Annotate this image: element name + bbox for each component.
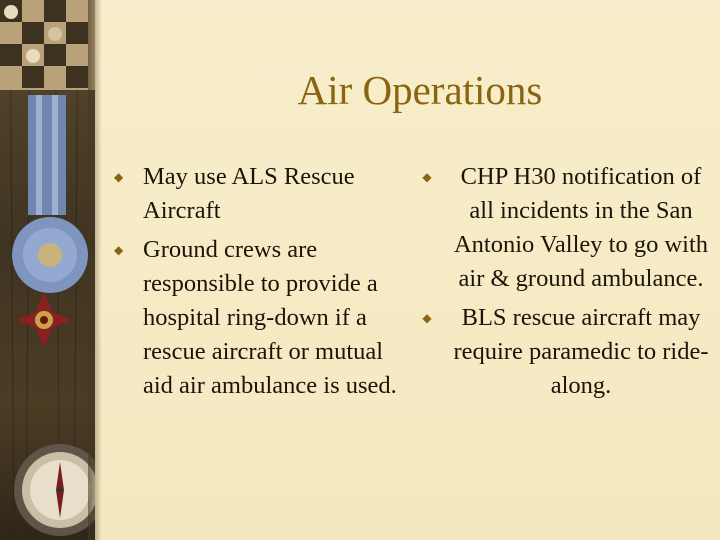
diamond-bullet-icon: ◆ bbox=[114, 243, 124, 257]
decorative-photo bbox=[0, 0, 95, 540]
list-item bbox=[110, 160, 400, 228]
left-bullet-list bbox=[110, 160, 400, 408]
bullet-text: BLS rescue aircraft may require paramedic to ride-along. bbox=[453, 304, 709, 399]
medal-compass-photo-icon bbox=[0, 0, 95, 540]
bullet-text: CHP H30 notification of all incidents in the San Antonio Valley to go with air & ground ambulance. bbox=[453, 163, 709, 292]
list-item bbox=[110, 233, 400, 403]
slide-title: Air Operations bbox=[297, 67, 543, 113]
bullet-text: Ground crews are responsible to provide a hospital ring-down if a rescue aircraft or mutual aid air ambulance is used. bbox=[143, 236, 397, 399]
diamond-bullet-icon: ◆ bbox=[114, 170, 124, 184]
diamond-bullet-icon: ◆ bbox=[422, 311, 432, 325]
right-bullet-list bbox=[416, 160, 716, 408]
list-item bbox=[416, 301, 716, 403]
bullet-text: May use ALS Rescue Aircraft bbox=[143, 163, 355, 224]
list-item bbox=[416, 160, 716, 296]
diamond-bullet-icon: ◆ bbox=[422, 170, 432, 184]
photo-edge-fade bbox=[88, 0, 102, 540]
